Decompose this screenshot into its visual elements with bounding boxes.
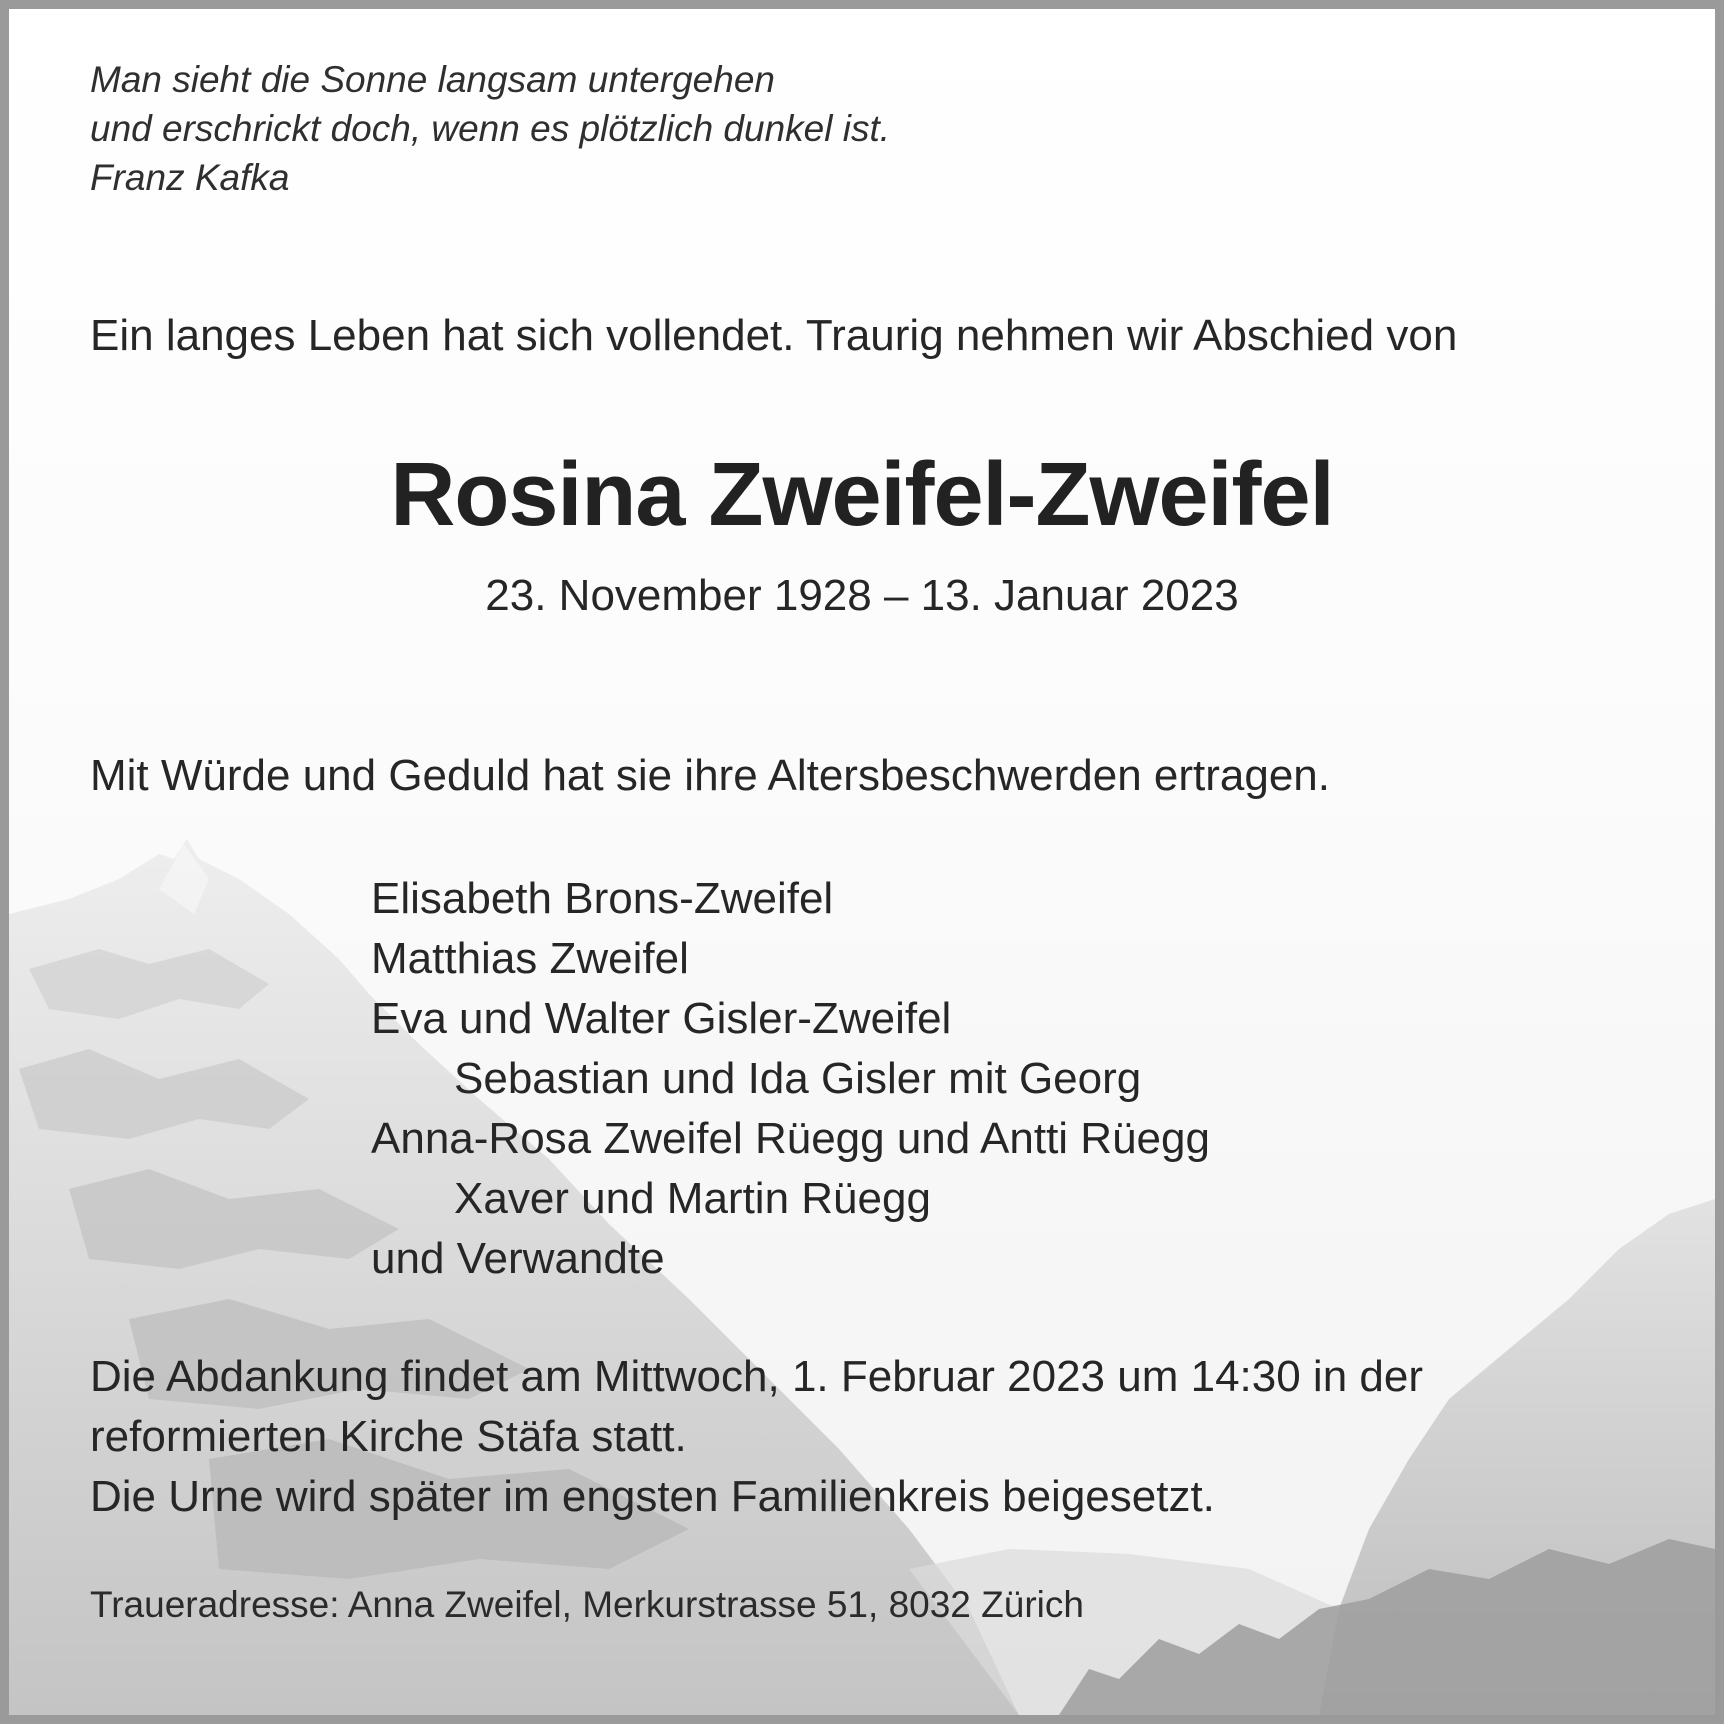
mourner-entry: Anna-Rosa Zweifel Rüegg und Antti Rüegg <box>371 1114 1210 1163</box>
mourner-entry: Sebastian und Ida Gisler mit Georg <box>454 1054 1142 1103</box>
mourners-list <box>371 869 1210 1289</box>
mourner-entry: Elisabeth Brons-Zweifel <box>371 874 834 923</box>
service-line: Die Abdankung findet am Mittwoch, 1. Februar 2023 um 14:30 in der <box>90 1352 1423 1401</box>
quote-line: und erschrickt doch, wenn es plötzlich dunkel ist. <box>90 108 891 149</box>
quote-author: Franz Kafka <box>90 157 290 198</box>
service-line: reformierten Kirche Stäfa statt. <box>90 1412 687 1461</box>
quote-line: Man sieht die Sonne langsam untergehen <box>90 59 775 100</box>
mourner-entry: und Verwandte <box>371 1234 665 1283</box>
epigraph-quote <box>90 55 890 202</box>
life-dates: 23. November 1928 – 13. Januar 2023 <box>485 571 1239 620</box>
tribute-text: Mit Würde und Geduld hat sie ihre Altersbeschwerden ertragen. <box>90 751 1330 800</box>
intro-text: Ein langes Leben hat sich vollendet. Traurig nehmen wir Abschied von <box>90 311 1458 360</box>
mourner-entry: Eva und Walter Gisler-Zweifel <box>371 994 952 1043</box>
deceased-name: Rosina Zweifel-Zweifel <box>390 445 1334 545</box>
mourning-address: Traueradresse: Anna Zweifel, Merkurstrasse 51, 8032 Zürich <box>90 1584 1084 1625</box>
service-details <box>90 1347 1423 1527</box>
service-line: Die Urne wird später im engsten Familienkreis beigesetzt. <box>90 1472 1215 1521</box>
mourner-entry: Matthias Zweifel <box>371 934 689 983</box>
mourner-entry: Xaver und Martin Rüegg <box>454 1174 931 1223</box>
